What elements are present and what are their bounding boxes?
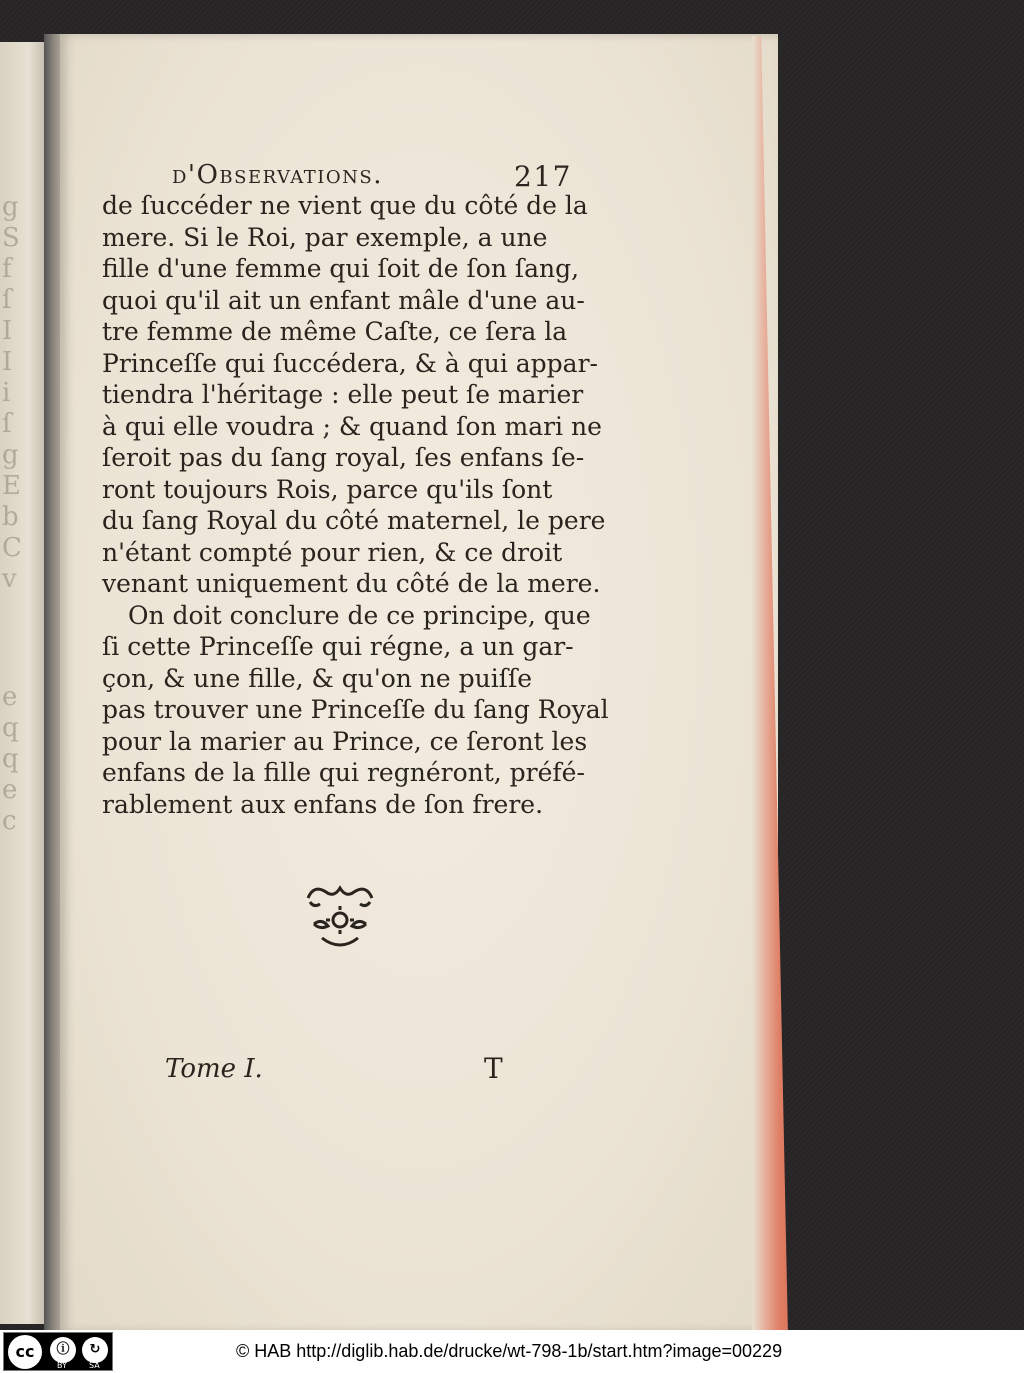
text-line: Princeſſe qui ſuccédera, & à qui appar- xyxy=(102,348,598,378)
signature-letter: T xyxy=(484,1052,503,1085)
text-line: pour la marier au Prince, ce ſeront les xyxy=(102,726,588,756)
credit-link[interactable]: © HAB http://diglib.hab.de/drucke/wt-798-1b/start.htm?image=00229 xyxy=(236,1341,783,1361)
text-line: pas trouver une Princeſſe du ſang Royal xyxy=(102,695,609,724)
text-line: tre femme de même Caſte, ce ſera la xyxy=(102,317,568,346)
text-line: quoi qu'il ait un enfant mâle d'une au- xyxy=(102,285,585,315)
cc-icon: cc xyxy=(8,1335,42,1369)
signature-mark: Tome I. xyxy=(165,1054,263,1084)
text-line: ſi cette Princeſſe qui régne, a un gar- xyxy=(102,632,574,661)
printers-ornament xyxy=(300,878,380,958)
cc-license-badge[interactable] xyxy=(3,1332,113,1371)
footer-bar xyxy=(0,1330,1024,1373)
text-line: On doit conclure de ce principe, que xyxy=(128,600,591,630)
text-line: fille d'une femme qui ſoit de ſon ſang, xyxy=(102,254,580,283)
facing-page-edge: g S f ſ I I i ſ g E b C v e q q e c xyxy=(0,42,52,1324)
text-line: mere. Si le Roi, par exemple, a une xyxy=(102,222,548,252)
text-line: çon, & une fille, & qu'on ne puiſſe xyxy=(102,663,533,693)
text-line: rablement aux enfans de ſon frere. xyxy=(102,789,544,819)
text-line: du ſang Royal du côté maternel, le pere xyxy=(102,506,606,535)
text-line: ſeroit pas du ſang royal, ſes enfans ſe- xyxy=(102,443,585,472)
text-line: de ſuccéder ne vient que du côté de la xyxy=(102,191,588,220)
text-line: tiendra l'héritage : elle peut ſe marier xyxy=(102,380,584,409)
text-line: venant uniquement du côté de la mere. xyxy=(102,569,601,598)
by-label: BY xyxy=(57,1361,67,1370)
running-head-title: d'Observations. xyxy=(172,160,384,190)
sa-icon: ↻ xyxy=(82,1337,108,1363)
body-text xyxy=(102,190,609,820)
text-line: enfans de la fille qui regnéront, préfé- xyxy=(102,758,585,787)
sa-label: SA xyxy=(89,1361,100,1370)
text-line: n'étant compté pour rien, & ce droit xyxy=(102,537,563,567)
text-line: à qui elle voudra ; & quand ſon mari ne xyxy=(102,411,602,441)
text-line: ront toujours Rois, parce qu'ils ſont xyxy=(102,474,553,504)
by-icon: ⓘ xyxy=(50,1337,76,1363)
page-number: 217 xyxy=(514,160,572,193)
